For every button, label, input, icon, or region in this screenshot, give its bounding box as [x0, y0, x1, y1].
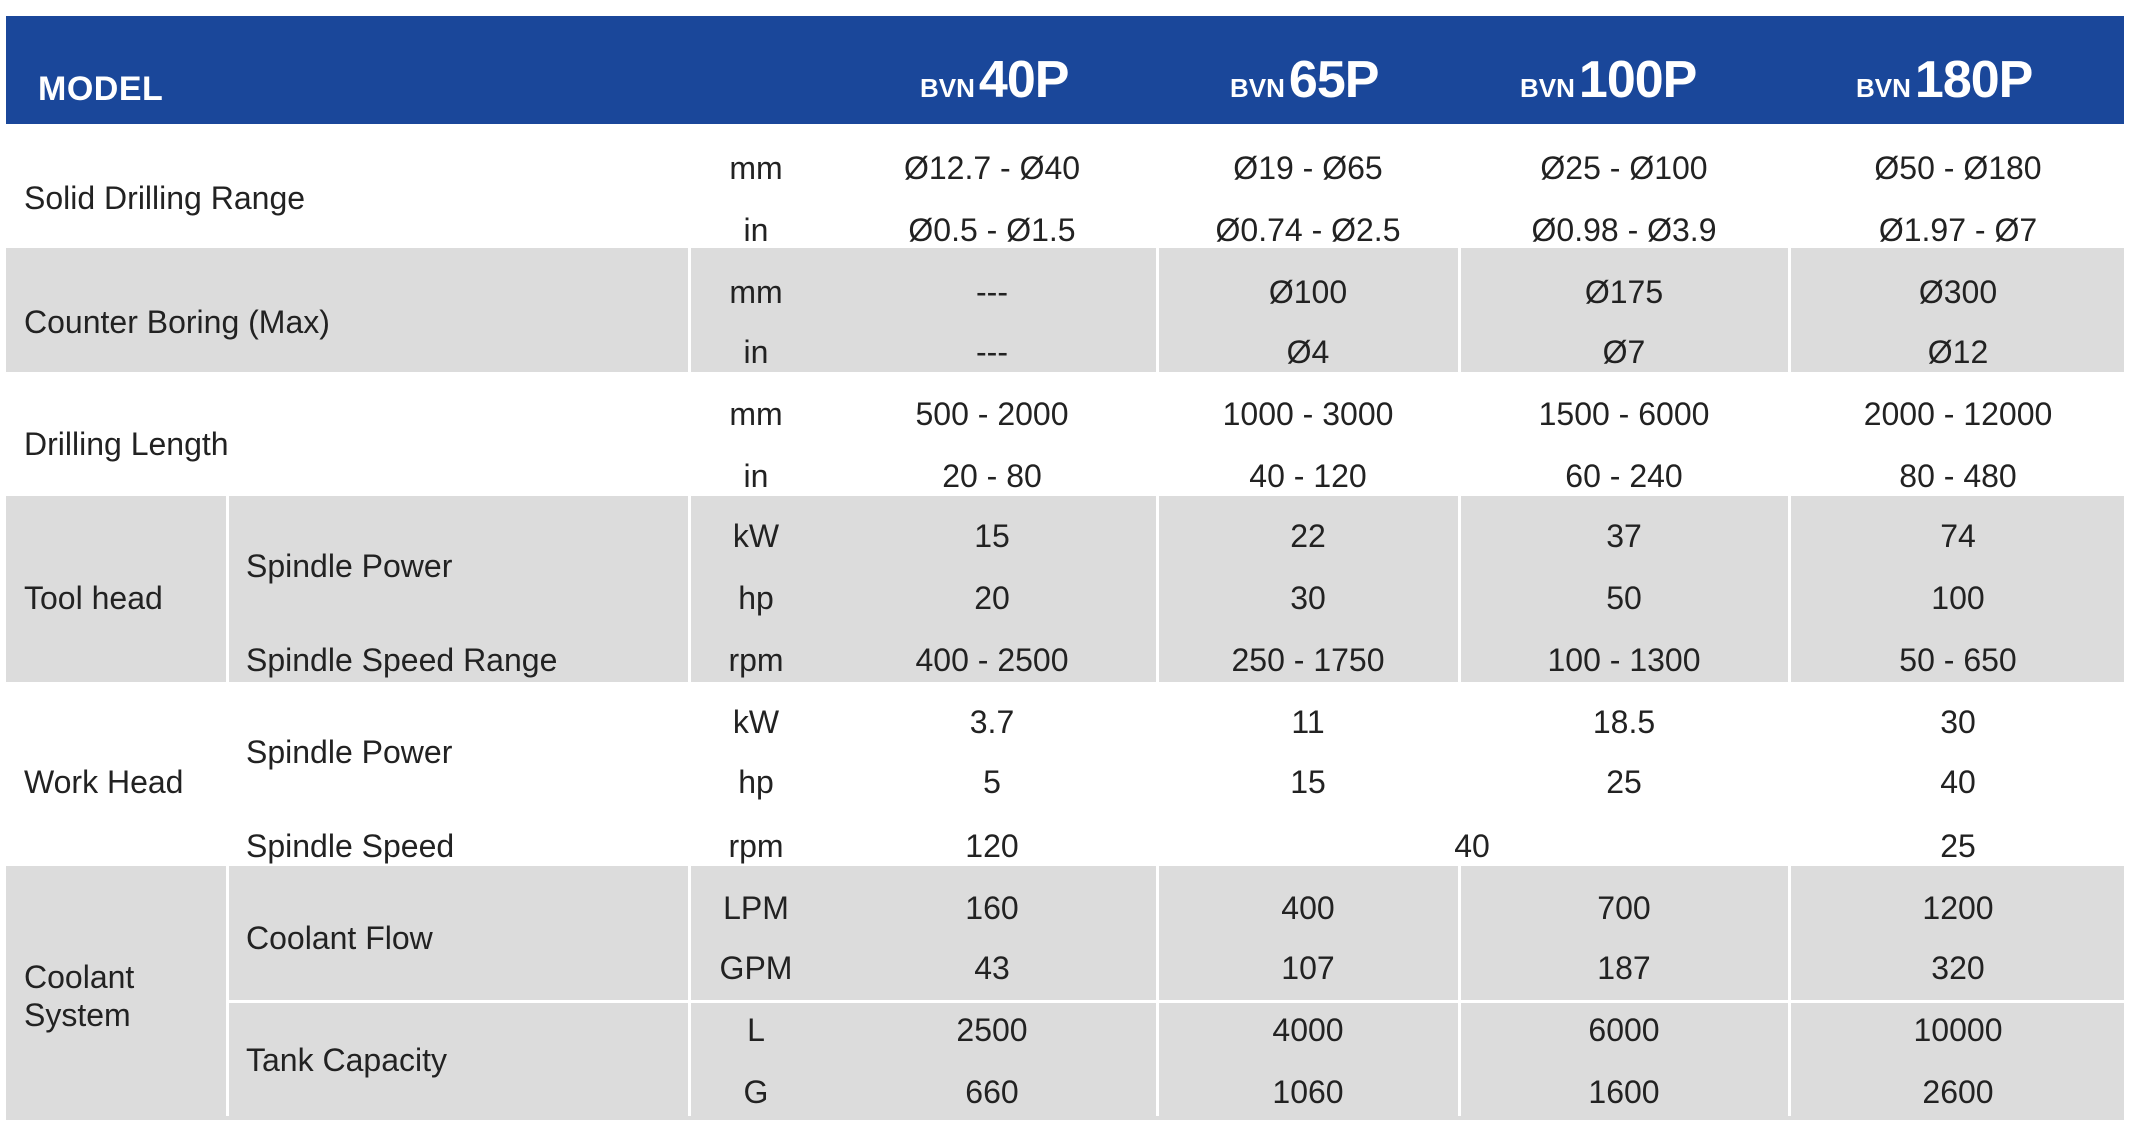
- column-divider: [688, 248, 691, 372]
- value-cell: 700: [1597, 890, 1651, 926]
- unit-cell: L: [747, 1012, 765, 1048]
- row-label-work-head: Work Head: [24, 764, 184, 800]
- value-cell: Ø12: [1927, 334, 1989, 370]
- row-label-drilling-length: Drilling Length: [24, 426, 229, 462]
- value-cell: 1200: [1922, 890, 1994, 926]
- value-cell: ---: [976, 334, 1008, 370]
- value-cell: 30: [1290, 580, 1326, 616]
- value-cell: 4000: [1272, 1012, 1344, 1048]
- model-prefix: BVN: [1856, 73, 1911, 103]
- column-divider: [1458, 866, 1461, 1116]
- model-column-label: MODEL: [38, 70, 164, 108]
- unit-cell: in: [743, 334, 769, 370]
- unit-cell: GPM: [719, 950, 793, 986]
- column-divider: [1788, 248, 1791, 372]
- value-cell: Ø100: [1268, 274, 1348, 310]
- value-cell: 400: [1281, 890, 1335, 926]
- column-divider: [1788, 866, 1791, 1116]
- value-cell: 1500 - 6000: [1538, 396, 1710, 432]
- value-cell: 20 - 80: [942, 458, 1042, 494]
- value-cell: 1600: [1588, 1074, 1660, 1110]
- model-number: 100P: [1578, 51, 1697, 109]
- column-divider: [1458, 248, 1461, 372]
- value-cell: 50 - 650: [1899, 642, 2017, 678]
- value-cell: ---: [976, 274, 1008, 310]
- value-cell: 11: [1291, 704, 1325, 740]
- value-cell: 50: [1606, 580, 1642, 616]
- value-cell: 100 - 1300: [1547, 642, 1701, 678]
- unit-cell: kW: [732, 704, 780, 740]
- column-divider: [1156, 866, 1159, 1116]
- value-cell: 1060: [1272, 1074, 1344, 1110]
- value-cell: 25: [1606, 764, 1642, 800]
- value-cell: 6000: [1588, 1012, 1660, 1048]
- value-cell: 187: [1597, 950, 1651, 986]
- value-cell: Ø175: [1584, 274, 1664, 310]
- value-cell: 74: [1940, 518, 1976, 554]
- row-label-tool-head: Tool head: [24, 580, 163, 616]
- row-label-solid-drilling-range: Solid Drilling Range: [24, 180, 306, 216]
- value-cell: 30: [1940, 704, 1976, 740]
- unit-cell: LPM: [723, 890, 789, 926]
- value-cell: 100: [1931, 580, 1985, 616]
- value-cell: Ø19 - Ø65: [1233, 150, 1383, 186]
- value-cell: 120: [965, 828, 1019, 864]
- column-divider: [1156, 248, 1159, 372]
- value-cell: Ø0.74 - Ø2.5: [1215, 212, 1401, 248]
- model-name-100p: [1520, 50, 1696, 110]
- section-coolant-system: [6, 866, 2124, 1116]
- value-cell-merged: 40: [1454, 828, 1490, 864]
- value-cell: 25: [1940, 828, 1976, 864]
- value-cell: 250 - 1750: [1231, 642, 1385, 678]
- value-cell: 3.7: [969, 704, 1015, 740]
- sub-label-tank-capacity: Tank Capacity: [246, 1042, 447, 1078]
- value-cell: 22: [1290, 518, 1326, 554]
- sub-label-spindle-power: Spindle Power: [246, 548, 453, 584]
- table-header: [6, 16, 2124, 124]
- sub-label-spindle-speed: Spindle Speed: [246, 828, 455, 864]
- sub-label-spindle-power: Spindle Power: [246, 734, 453, 770]
- unit-cell: in: [743, 212, 769, 248]
- unit-cell: hp: [738, 764, 774, 800]
- model-name-180p: [1856, 50, 2032, 110]
- row-label-counter-boring: Counter Boring (Max): [24, 304, 330, 340]
- model-name-65p: [1230, 50, 1378, 110]
- value-cell: 37: [1606, 518, 1642, 554]
- value-cell: Ø4: [1286, 334, 1330, 370]
- model-prefix: BVN: [920, 73, 975, 103]
- value-cell: 500 - 2000: [915, 396, 1069, 432]
- value-cell: Ø0.98 - Ø3.9: [1531, 212, 1717, 248]
- model-number: 40P: [978, 51, 1069, 109]
- unit-cell: in: [743, 458, 769, 494]
- value-cell: Ø50 - Ø180: [1874, 150, 2042, 186]
- row-divider: [229, 1000, 2124, 1003]
- value-cell: 2600: [1922, 1074, 1994, 1110]
- value-cell: 60 - 240: [1565, 458, 1683, 494]
- sub-label-spindle-speed-range: Spindle Speed Range: [246, 642, 558, 678]
- model-number: 65P: [1288, 51, 1379, 109]
- value-cell: 20: [974, 580, 1010, 616]
- value-cell: 15: [974, 518, 1010, 554]
- value-cell: 10000: [1913, 1012, 2003, 1048]
- model-number: 180P: [1914, 51, 2033, 109]
- section-drilling-length: [6, 372, 2124, 496]
- value-cell: 80 - 480: [1899, 458, 2017, 494]
- unit-cell: G: [743, 1074, 769, 1110]
- value-cell: 40: [1940, 764, 1976, 800]
- value-cell: 2500: [956, 1012, 1028, 1048]
- value-cell: 660: [965, 1074, 1019, 1110]
- unit-cell: kW: [732, 518, 780, 554]
- row-label-coolant-system: Coolant System: [24, 959, 135, 1033]
- value-cell: 400 - 2500: [915, 642, 1069, 678]
- value-cell: 5: [983, 764, 1001, 800]
- spec-table: [6, 16, 2124, 1120]
- unit-cell: mm: [729, 396, 783, 432]
- value-cell: 1000 - 3000: [1222, 396, 1394, 432]
- column-divider: [226, 866, 229, 1116]
- bottom-rule: [6, 1116, 2124, 1120]
- value-cell: Ø25 - Ø100: [1540, 150, 1708, 186]
- value-cell: Ø1.97 - Ø7: [1878, 212, 2038, 248]
- value-cell: 18.5: [1592, 704, 1656, 740]
- column-divider: [688, 866, 691, 1116]
- value-cell: Ø12.7 - Ø40: [903, 150, 1081, 186]
- model-prefix: BVN: [1520, 73, 1575, 103]
- column-divider: [1788, 496, 1791, 682]
- value-cell: 2000 - 12000: [1863, 396, 2053, 432]
- unit-cell: hp: [738, 580, 774, 616]
- column-divider: [688, 496, 691, 682]
- model-name-40p: [920, 50, 1068, 110]
- unit-cell: mm: [729, 274, 783, 310]
- unit-cell: mm: [729, 150, 783, 186]
- model-prefix: BVN: [1230, 73, 1285, 103]
- value-cell: 43: [974, 950, 1010, 986]
- column-divider: [226, 496, 229, 682]
- column-divider: [1156, 496, 1159, 682]
- column-divider: [1458, 496, 1461, 682]
- value-cell: 107: [1281, 950, 1335, 986]
- value-cell: Ø7: [1602, 334, 1646, 370]
- value-cell: 320: [1931, 950, 1985, 986]
- value-cell: Ø300: [1918, 274, 1998, 310]
- unit-cell: rpm: [728, 828, 784, 864]
- value-cell: Ø0.5 - Ø1.5: [908, 212, 1076, 248]
- unit-cell: rpm: [728, 642, 784, 678]
- value-cell: 15: [1290, 764, 1326, 800]
- sub-label-coolant-flow: Coolant Flow: [246, 920, 433, 956]
- value-cell: 160: [965, 890, 1019, 926]
- value-cell: 40 - 120: [1249, 458, 1367, 494]
